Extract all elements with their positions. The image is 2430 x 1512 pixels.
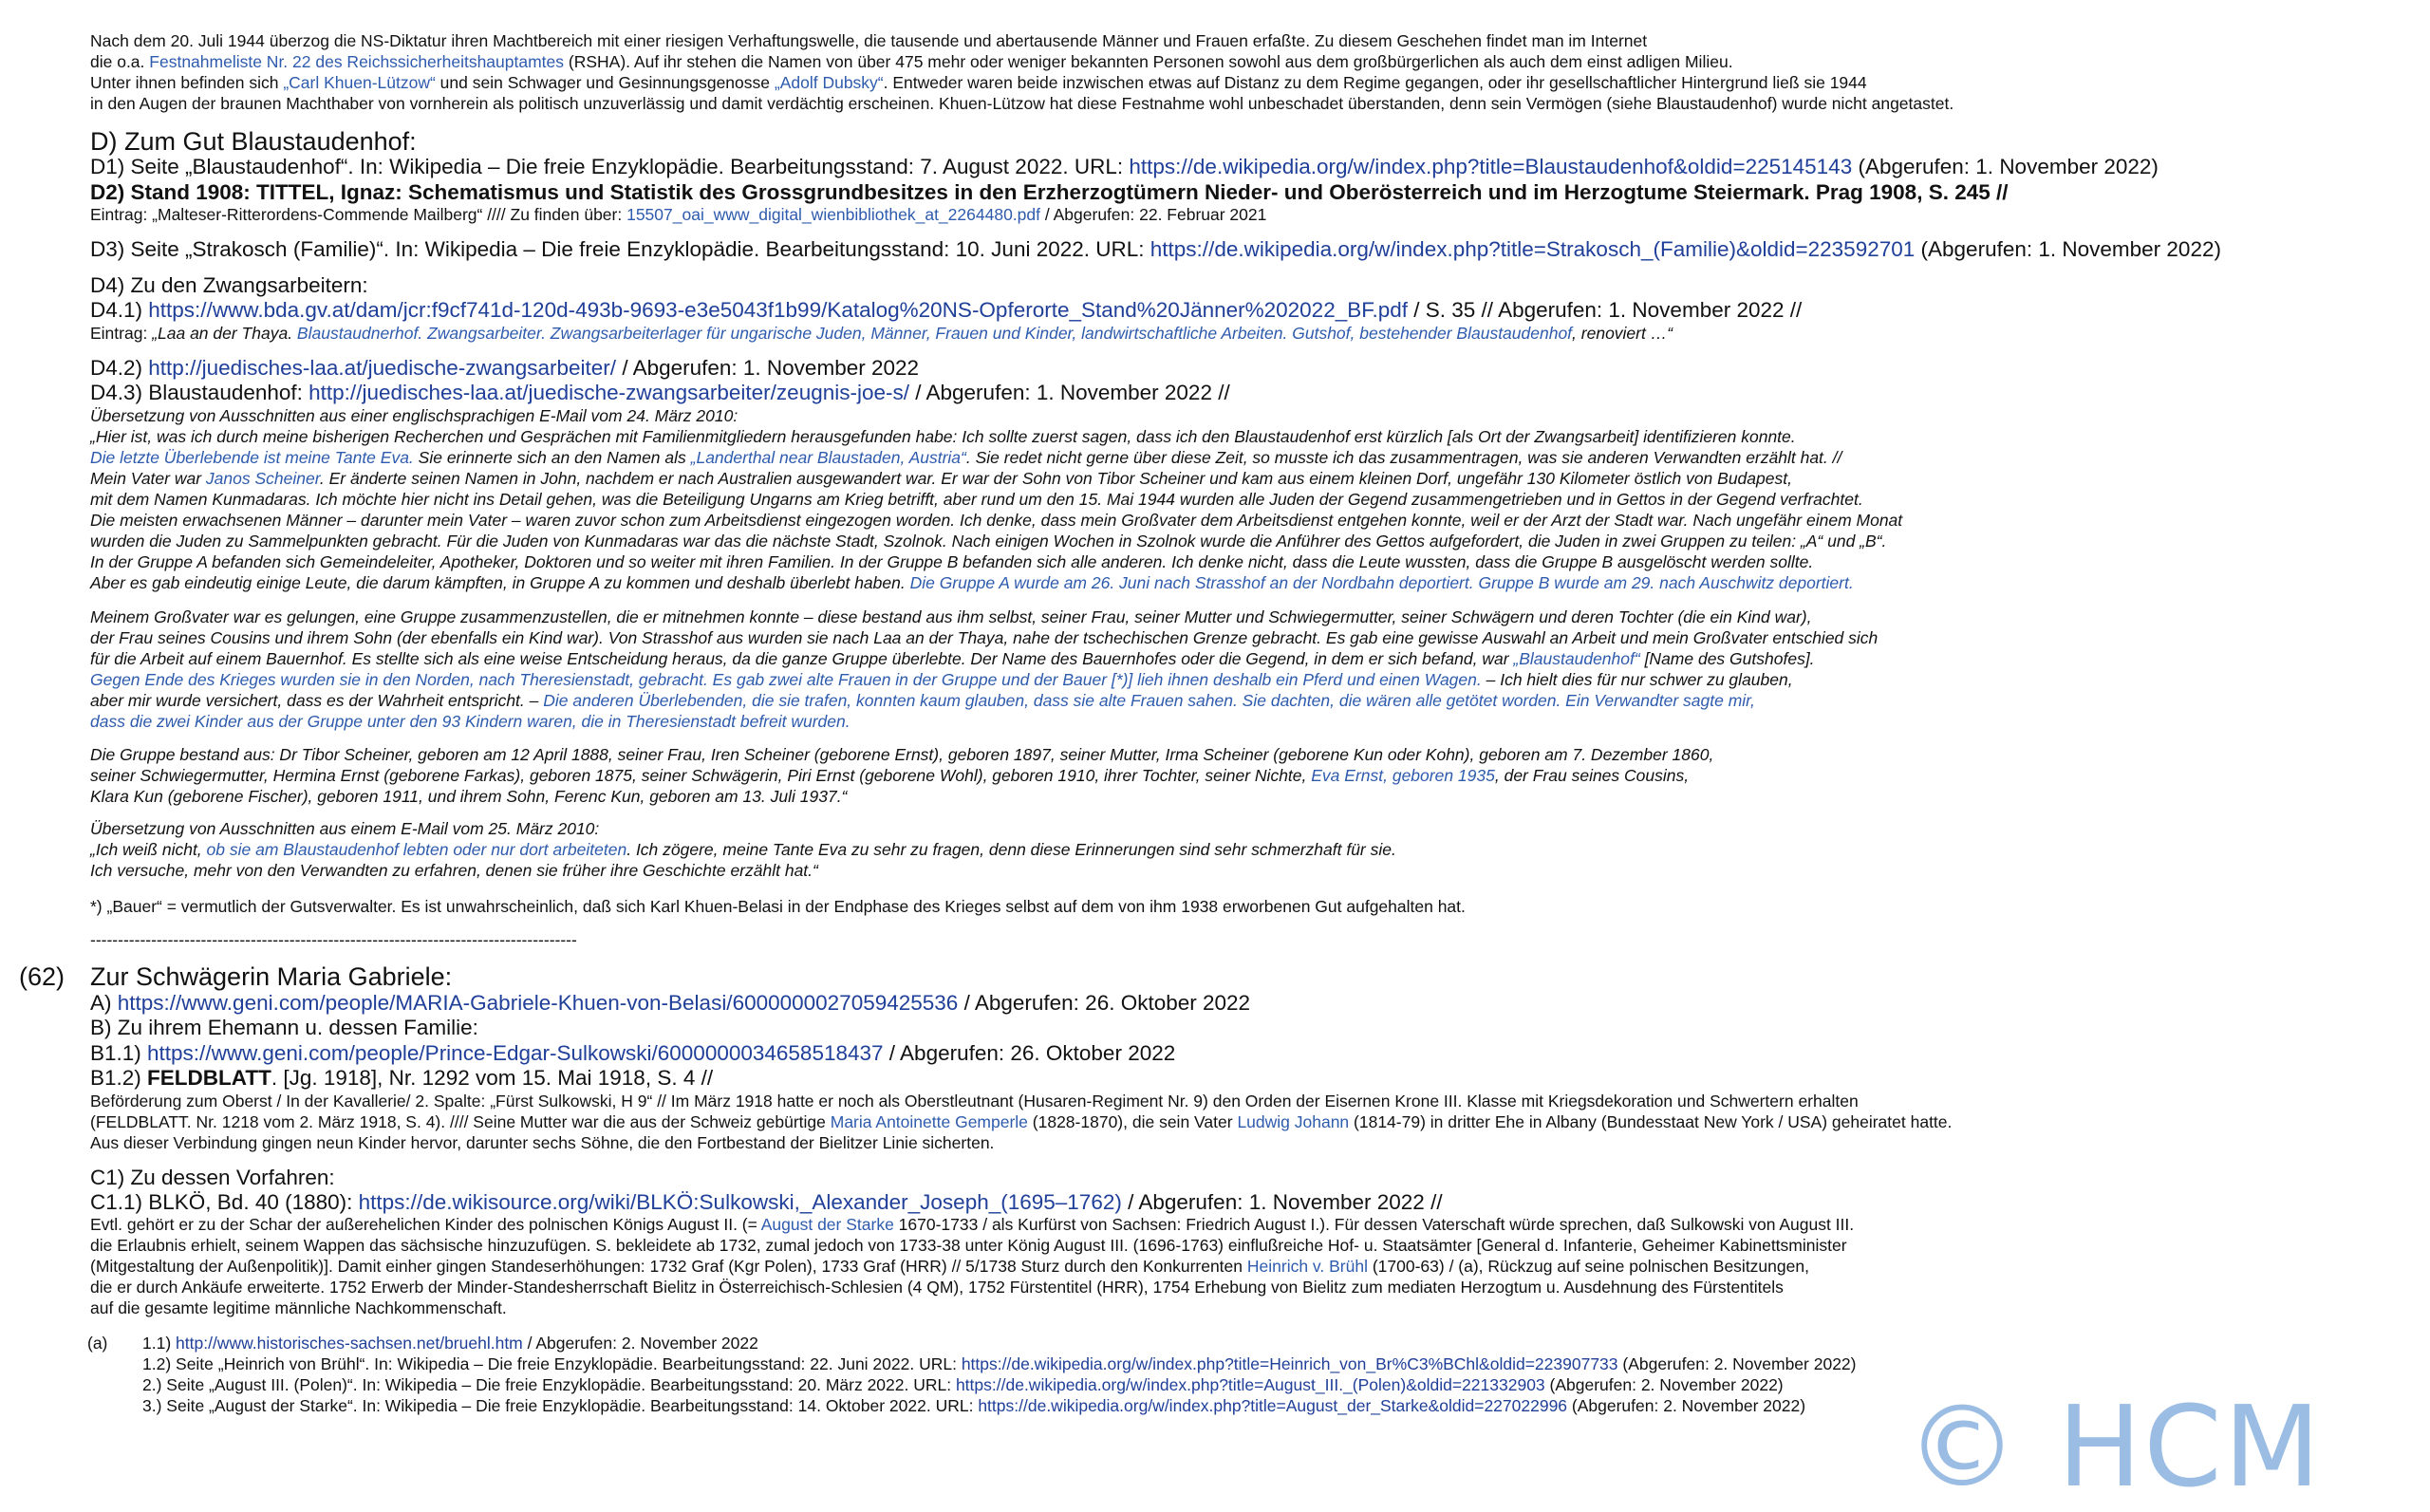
ref-62-c-note-4 (90, 1279, 1784, 1297)
refs-a-1-2 (142, 1356, 1857, 1373)
quote-text: . Ich zögere, meine Tante Eva zu sehr zu fragen, denn diese Erinnerungen sind sehr schmerzhaft für sie. (626, 840, 1396, 859)
quote1-line-1 (90, 408, 738, 425)
ref-d4-3 (90, 383, 1230, 404)
quote-highlight: „Blaustaudenhof“ (1513, 649, 1640, 668)
note-highlight: Blaustaudnerhof. Zwangsarbeiter. Zwangsarbeiterlager für ungarische Juden, Männer, Frauen und Kinder, landwirtschaftliche Arbeiten. Gutshof, bestehender Blaustaudenhof (296, 324, 1573, 343)
quote-text: Die Gruppe bestand aus: Dr Tibor Scheiner, geboren am 12 April 1888, seiner Frau, Iren Scheiner (geborene Ernst), geboren 1897, seiner Mutter, Irma Scheiner (geborene Kun oder Kohn), geboren am 7. Dezember 1860, (90, 745, 1714, 764)
quote-text: wurden die Juden zu Sammelpunkten gebracht. Für die Juden von Kunmadaras war das die nächste Stadt, Szolnok. Nach einigen Wochen in Szolnok wurde die Anführer des Gettos aufgefordert, die Juden in zwei Gruppen zu teilen: „A“ und „B“. (90, 532, 1887, 551)
note-text: „Laa an der Thaya. (152, 324, 297, 343)
quote-text: seiner Schwiegermutter, Hermina Ernst (geborene Farkas), geboren 1875, seiner Schwägerin, Piri Ernst (geborene Wohl), geboren 1910, ihrer Tochter, seiner Nichte, (90, 766, 1312, 785)
note-text: , renoviert …“ (1572, 324, 1673, 343)
ref-text: D1) Seite „Blaustaudenhof“. In: Wikipedia – Die freie Enzyklopädie. Bearbeitungsstand: 7. August 2022. URL: (90, 155, 1130, 178)
ref-text: C1) Zu dessen Vorfahren: (90, 1166, 335, 1189)
ref-62-b1-2-note-3 (90, 1135, 994, 1152)
intro-text: die o.a. (90, 52, 150, 71)
quote-text: Klara Kun (geborene Fischer), geboren 1911, und ihrem Sohn, Ferenc Kun, geboren am 13. Juli 1937.“ (90, 787, 848, 806)
ref-d2 (90, 182, 2009, 204)
note-text: (1814-79) in dritter Ehe in Albany (Bundesstaat New York / USA) geheiratet hatte. (1349, 1112, 1953, 1131)
quote-highlight: „Landerthal near Blaustaden, Austria“ (690, 448, 966, 467)
ref-text: D4.1) (90, 298, 149, 322)
ref-text: D2) Stand 1908: TITTEL, Ignaz: Schematismus und Statistik des Grossgrundbesitzes in den Erzherzogtümern Nieder- und Oberösterreich und im Herzogtume Steiermark. Prag 1908, S. 245 // (90, 180, 2009, 204)
ref-text: / Abgerufen: 1. November 2022 (616, 356, 920, 380)
heading-text: Zur Schwägerin Maria Gabriele: (90, 962, 453, 991)
intro-text: und sein Schwager und Gesinnungsgenosse (435, 73, 775, 92)
quote2-line-3 (90, 651, 1815, 668)
note-text: die er durch Ankäufe erweiterte. 1752 Erwerb der Minder-Standesherrschaft Bielitz in Österreichisch-Schlesien (4 QM), 1752 Fürstentitel (HRR), 1754 Erhebung von Bielitz zum mediaten Herzogtum u. Ausdehnung des Fürstentitels (90, 1278, 1784, 1297)
quote-highlight: Janos Scheiner (205, 469, 320, 488)
section-number-text: (62) (19, 962, 65, 991)
quote-text: – Ich hielt dies für nur schwer zu glauben, (1481, 670, 1793, 689)
ref-d4-1 (90, 300, 1802, 322)
intro-line-2 (90, 54, 1733, 71)
ref-text: 1.2) Seite „Heinrich von Brühl“. In: Wikipedia – Die freie Enzyklopädie. Bearbeitungsstand: 22. Juni 2022. URL: (142, 1354, 962, 1373)
ref-text: D4.3) Blaustaudenhof: (90, 381, 309, 404)
note-text: die Erlaubnis erhielt, seinem Wappen das sächsische hinzuzufügen. S. bekleidete ab 1732, zumal jedoch von 1733-38 unter König August III. (1696-1763) einflußreiche Hof- u. Staatsämter [General d. Infanterie, Geheimer Kabinettsminister (90, 1236, 1847, 1255)
ref-62-c-note-5 (90, 1300, 507, 1317)
note-text: (FELDBLATT. Nr. 1218 vom 2. März 1918, S. 4). //// Seine Mutter war die aus der Schweiz gebürtige (90, 1112, 831, 1131)
quote-text: der Frau seines Cousins und ihrem Sohn (der ebenfalls ein Kind war). Von Strasshof aus wurden sie nach Laa an der Thaya, nahe der tschechischen Grenze gebracht. Es gab eine gewisse Auswahl an Arbeit und mein Großvater entschied sich (90, 628, 1879, 647)
quote-text: für die Arbeit auf einem Bauernhof. Es stellte sich als eine weise Entscheidung heraus, da die ganze Gruppe überlebte. Der Name des Bauernhofes oder die Gegend, in dem er sich befand, war (90, 649, 1514, 668)
ref-62-b1-2-note-2 (90, 1114, 1952, 1131)
separator-text: ---------------------------------------------------------------------------------------- (90, 930, 577, 949)
quote4-line-3 (90, 863, 818, 880)
note-text: auf die gesamte legitime männliche Nachkommenschaft. (90, 1298, 507, 1317)
ref-text: (Abgerufen: 2. November 2022) (1567, 1396, 1806, 1415)
note-text: Beförderung zum Oberst / In der Kavallerie/ 2. Spalte: „Fürst Sulkowski, H 9“ // Im März 1918 hatte er noch als Oberstleutnant (Husaren-Regiment Nr. 9) den Orden der Eisernen Krone III. Klasse mit Kriegsdekoration und Schwertern erhalten (90, 1092, 1859, 1111)
quote-highlight: Die anderen Überlebenden, die sie trafen, konnten kaum glauben, dass sie alte Frauen sahen. Sie dachten, die wären alle getötet worden. Ein Verwandter sagte mir, (543, 691, 1755, 710)
quote1-line-8 (90, 554, 1813, 571)
festnahmeliste-link[interactable]: Festnahmeliste Nr. 22 des Reichssicherheitshauptamtes (149, 52, 565, 71)
bda-katalog-link[interactable]: https://www.bda.gv.at/dam/jcr:f9cf741d-120d-493b-9693-e3e5043f1b99/Katalog%20NS-Opferorte_Stand%20Jänner%202022_BF.pdf (148, 298, 1409, 322)
intro-text: Nach dem 20. Juli 1944 überzog die NS-Diktatur ihren Machtbereich mit einer riesigen Verhaftungswelle, die tausende und abertausende Männer und Frauen erfaßte. Zu diesem Geschehen findet man im Internet (90, 31, 1648, 50)
heading-text: D) Zum Gut Blaustaudenhof: (90, 127, 417, 156)
quote-highlight: Gegen Ende des Krieges wurden sie in den Norden, nach Theresienstadt, gebracht. Es gab zwei alte Frauen in der Gruppe und der Bauer [*)] lieh ihnen deshalb ein Pferd und einen Wagen. (90, 670, 1482, 689)
ref-text: (Abgerufen: 1. November 2022) (1852, 155, 2159, 178)
geni-maria-gabriele-link[interactable]: https://www.geni.com/people/MARIA-Gabriele-Khuen-von-Belasi/6000000027059425536 (117, 991, 959, 1015)
quote-highlight: ob sie am Blaustaudenhof lebten oder nur dort arbeiteten (206, 840, 627, 859)
quote4-line-1 (90, 821, 599, 838)
separator-line (90, 932, 577, 949)
quote-text: Ich versuche, mehr von den Verwandten zu erfahren, denen sie früher ihre Geschichte erzählt hat.“ (90, 861, 818, 880)
intro-line-3 (90, 75, 1867, 92)
refs-a-3 (142, 1398, 1805, 1415)
ref-text: B1.2) (90, 1066, 148, 1090)
heinrich-v-bruehl-link[interactable]: Heinrich v. Brühl (1246, 1257, 1368, 1276)
note-text: (Mitgestaltung der Außenpolitik)]. Damit einher gingen Standeserhöhungen: 1732 Graf (Kgr Polen), 1733 Graf (HRR) // 5/1738 Sturz durch den Konkurrenten (90, 1257, 1247, 1276)
carl-khuen-luetzow-link[interactable]: „Carl Khuen-Lützow“ (283, 73, 436, 92)
quote1-line-3 (90, 450, 1841, 467)
quote3-line-3 (90, 789, 847, 806)
quote-text: „Ich weiß nicht, (90, 840, 207, 859)
refs-a-2 (142, 1377, 1784, 1394)
ref-62-b1-2-note-1 (90, 1093, 1859, 1111)
ref-text: D4) Zu den Zwangsarbeitern: (90, 273, 368, 297)
quote-text: Übersetzung von Ausschnitten aus einem E-Mail vom 25. März 2010: (90, 819, 600, 838)
ref-text: (Abgerufen: 1. November 2022) (1915, 237, 2221, 261)
note-text: Evtl. gehört er zu der Schar der außerehelichen Kinder des polnischen Königs August II. (= (90, 1215, 761, 1234)
ref-text: 2.) Seite „August III. (Polen)“. In: Wikipedia – Die freie Enzyklopädie. Bearbeitungsstand: 20. März 2022. URL: (142, 1375, 956, 1394)
footnote-text: *) „Bauer“ = vermutlich der Gutsverwalter. Es ist unwahrscheinlich, daß sich Karl Khuen-Belasi in der Endphase des Krieges selbst auf dem von ihm 1938 erworbenen Gut aufgehalten hat. (90, 897, 1466, 916)
quote3-line-2 (90, 768, 1689, 785)
blaustaudenhof-wiki-link[interactable]: https://de.wikipedia.org/w/index.php?title=Blaustaudenhof&oldid=225145143 (1129, 155, 1853, 178)
intro-text: Unter ihnen befinden sich (90, 73, 284, 92)
ref-d2-note (90, 207, 1266, 224)
section-62-heading (90, 964, 452, 990)
quote-text: Die meisten erwachsenen Männer – darunter mein Vater – waren zuvor schon zum Arbeitsdienst eingezogen worden. Ich denke, dass mein Großvater dem Arbeitsdienst entgehen konnte, weil er der Arzt der Stadt war. Nach ungefähr einem Monat (90, 511, 1903, 530)
note-text: (1700-63) / (a), Rückzug auf seine polnischen Besitzungen, (1367, 1257, 1809, 1276)
quote-text: . Er änderte seinen Namen in John, nachdem er nach Australien ausgewandert war. Er war der Sohn von Tibor Scheiner und kam aus einem kleinen Dorf, ungefähr 130 Kilometer östlich von Budapest, (319, 469, 1792, 488)
quote1-line-9 (90, 575, 1854, 592)
note-text: Eintrag: (90, 324, 153, 343)
quote-text: Übersetzung von Ausschnitten aus einer englischsprachigen E-Mail vom 24. März 2010: (90, 406, 738, 425)
quote2-line-1 (90, 609, 1812, 626)
juedisches-laa-link[interactable]: http://juedisches-laa.at/juedische-zwangsarbeiter/ (148, 356, 617, 380)
quote-text: Sie erinnerte sich an den Namen als (413, 448, 691, 467)
ref-text: . [Jg. 1918], Nr. 1292 vom 15. Mai 1918, S. 4 // (271, 1066, 714, 1090)
intro-text: in den Augen der braunen Machthaber von vornherein als politisch unzuverlässig und damit verdächtig erscheinen. Khuen-Lützow hat diese Festnahme wohl unbeschadet überstanden, denn sein Vermögen (siehe Blaustaudenhof) wurde nicht angetastet. (90, 94, 1954, 113)
ref-62-c-note-2 (90, 1238, 1847, 1255)
quote1-line-6 (90, 513, 1902, 530)
ref-text: A) (90, 991, 118, 1015)
ref-text: 1.1) (142, 1334, 177, 1353)
quote-text: aber mir wurde versichert, dass es der Wahrheit entspricht. – (90, 691, 544, 710)
quote2-line-4 (90, 672, 1793, 689)
quote4-line-2 (90, 842, 1396, 859)
ref-62-c1-1 (90, 1192, 1443, 1214)
august-der-starke-wiki-link[interactable]: https://de.wikipedia.org/w/index.php?title=August_der_Starke&oldid=227022996 (978, 1396, 1568, 1415)
ref-62-c-note-3 (90, 1259, 1809, 1276)
ref-text: / Abgerufen: 2. November 2022 (522, 1334, 758, 1353)
quote3-line-1 (90, 747, 1713, 764)
ref-text: / S. 35 // Abgerufen: 1. November 2022 // (1408, 298, 1803, 322)
ref-text: / Abgerufen: 1. November 2022 // (1121, 1190, 1443, 1214)
august-der-starke-link[interactable]: August der Starke (760, 1215, 894, 1234)
ref-d4-1-note (90, 326, 1673, 343)
maria-antoinette-gemperle-link[interactable]: Maria Antoinette Gemperle (830, 1112, 1028, 1131)
quote-highlight: Eva Ernst, geboren 1935 (1311, 766, 1495, 785)
quote-text: [Name des Gutshofes]. (1639, 649, 1815, 668)
ref-text: / Abgerufen: 26. Oktober 2022 (883, 1041, 1176, 1065)
intro-line-4 (90, 96, 1953, 113)
geni-edgar-sulkowski-link[interactable]: https://www.geni.com/people/Prince-Edgar-Sulkowski/6000000034658518437 (147, 1041, 884, 1065)
quote-highlight: Die Gruppe A wurde am 26. Juni nach Strasshof an der Nordbahn deportiert. Gruppe B wurde am 29. nach Auschwitz deportiert. (909, 573, 1854, 592)
ref-62-b1-1 (90, 1043, 1175, 1065)
note-text: Aus dieser Verbindung gingen neun Kinder hervor, darunter sechs Söhne, die den Fortbestand der Bielitzer Linie sicherten. (90, 1133, 995, 1152)
feldblatt-title: FELDBLATT (147, 1066, 271, 1090)
ref-text: (Abgerufen: 2. November 2022) (1544, 1375, 1784, 1394)
quote2-line-6 (90, 714, 850, 731)
ref-62-b (90, 1017, 478, 1039)
ref-text: D3) Seite „Strakosch (Familie)“. In: Wikipedia – Die freie Enzyklopädie. Bearbeitungsstand: 10. Juni 2022. URL: (90, 237, 1150, 261)
section-62-number (19, 964, 65, 990)
quote-text: , der Frau seines Cousins, (1494, 766, 1690, 785)
quote-text: Mein Vater war (90, 469, 206, 488)
ref-d1 (90, 157, 2159, 178)
quote1-line-7 (90, 533, 1886, 551)
quote-highlight: dass die zwei Kinder aus der Gruppe unter den 93 Kindern waren, die in Theresienstadt befreit wurden. (90, 712, 850, 731)
ref-text: D4.2) (90, 356, 149, 380)
ref-text: B1.1) (90, 1041, 148, 1065)
quote-text: „Hier ist, was ich durch meine bisherigen Recherchen und Gesprächen mit Familienmitgliedern herausgefunden habe: Ich sollte zuerst sagen, dass ich den Blaustaudenhof erst kürzlich [als Ort der Zwangsarbeit] identifizieren konnte. (90, 427, 1796, 446)
quote1-line-2 (90, 429, 1796, 446)
adolf-dubsky-link[interactable]: „Adolf Dubsky“ (774, 73, 884, 92)
quote-text: . Sie redet nicht gerne über diese Zeit, so musste ich das zusammentragen, was sie anderen Verwandten erzählt hat. // (965, 448, 1842, 467)
ref-62-a (90, 993, 1250, 1015)
ref-d3 (90, 239, 2221, 261)
note-text: (1828-1870), die sein Vater (1027, 1112, 1238, 1131)
quote-highlight: Die letzte Überlebende ist meine Tante Eva. (90, 448, 414, 467)
quote2-line-2 (90, 630, 1878, 647)
intro-line-1 (90, 33, 1647, 50)
quote-text: Meinem Großvater war es gelungen, eine Gruppe zusammenzustellen, die er mitnehmen konnte – diese bestand aus ihm selbst, seiner Frau, seiner Mutter und Schwiegermutter, seiner Schwägern und deren Tochter (die ein Kind war), (90, 607, 1812, 626)
intro-text: (RSHA). Auf ihr stehen die Namen von über 475 mehr oder weniger bekannten Personen sowohl aus dem großbürgerlichen als auch dem einst adligen Milieu. (564, 52, 1733, 71)
ref-text: / Abgerufen: 26. Oktober 2022 (958, 991, 1251, 1015)
quote2-line-5 (90, 693, 1755, 710)
ref-62-b1-2 (90, 1068, 713, 1090)
ref-text: C1.1) BLKÖ, Bd. 40 (1880): (90, 1190, 359, 1214)
zeugnis-joe-link[interactable]: http://juedisches-laa.at/juedische-zwangsarbeiter/zeugnis-joe-s/ (308, 381, 909, 404)
quote-text: mit dem Namen Kunmadaras. Ich möchte hier nicht ins Detail gehen, was die Beteiligung Ungarns am Krieg betrifft, aber rund um den 15. Mai 1944 wurden alle Juden der Gegend zusammengetrieben und in Gettos in der Gegend verfrachtet. (90, 490, 1863, 509)
quote-text: Aber es gab eindeutig einige Leute, die darum kämpften, in Gruppe A zu kommen und deshalb überlebt haben. (90, 573, 910, 592)
label-text: (a) (87, 1334, 108, 1353)
hcm-copyright-watermark: © HCM (1906, 1381, 2323, 1512)
ref-62-c-note-1 (90, 1217, 1854, 1234)
note-text: / Abgerufen: 22. Februar 2021 (1040, 205, 1267, 224)
refs-a-label (87, 1335, 107, 1353)
note-text: Eintrag: „Malteser-Ritterordens-Commende Mailberg“ //// Zu finden über: (90, 205, 627, 224)
ref-text: / Abgerufen: 1. November 2022 // (909, 381, 1230, 404)
ref-text: B) Zu ihrem Ehemann u. dessen Familie: (90, 1016, 478, 1039)
ref-62-c1 (90, 1167, 335, 1189)
quote1-line-5 (90, 492, 1863, 509)
blkoe-sulkowski-link[interactable]: https://de.wikisource.org/wiki/BLKÖ:Sulkowski,_Alexander_Joseph_(1695–1762) (358, 1190, 1122, 1214)
heinrich-von-bruehl-wiki-link[interactable]: https://de.wikipedia.org/w/index.php?title=Heinrich_von_Br%C3%BChl&oldid=223907733 (961, 1354, 1618, 1373)
ref-d4-2 (90, 358, 919, 380)
footnote (90, 899, 1466, 916)
wienbibliothek-pdf-link[interactable]: 15507_oai_www_digital_wienbibliothek_at_2264480.pdf (626, 205, 1040, 224)
ref-text: 3.) Seite „August der Starke“. In: Wikipedia – Die freie Enzyklopädie. Bearbeitungsstand: 14. Oktober 2022. URL: (142, 1396, 979, 1415)
strakosch-wiki-link[interactable]: https://de.wikipedia.org/w/index.php?title=Strakosch_(Familie)&oldid=223592701 (1150, 237, 1916, 261)
quote1-line-4 (90, 471, 1792, 488)
note-text: 1670-1733 / als Kurfürst von Sachsen: Friedrich August I.). Für dessen Vaterschaft würde sprechen, daß Sulkowski von August III. (893, 1215, 1855, 1234)
historisches-sachsen-link[interactable]: http://www.historisches-sachsen.net/bruehl.htm (176, 1334, 523, 1353)
ref-text: (Abgerufen: 2. November 2022) (1617, 1354, 1857, 1373)
ludwig-johann-link[interactable]: Ludwig Johann (1237, 1112, 1350, 1131)
quote-text: In der Gruppe A befanden sich Gemeindeleiter, Apotheker, Doktoren und so weiter mit ihren Familien. In der Gruppe B befanden sich alle anderen. Ich denke nicht, dass die Leute wussten, dass die Gruppe B ausgelöscht werden sollte. (90, 552, 1814, 571)
refs-a-1-1 (142, 1335, 758, 1353)
august-iii-wiki-link[interactable]: https://de.wikipedia.org/w/index.php?title=August_III._(Polen)&oldid=221332903 (955, 1375, 1545, 1394)
section-d-heading (90, 129, 417, 155)
ref-d4 (90, 275, 368, 297)
intro-text: . Entweder waren beide inzwischen etwas auf Distanz zu dem Regime gegangen, oder ihr gesellschaftlicher Hintergrund ließ sie 1944 (883, 73, 1867, 92)
